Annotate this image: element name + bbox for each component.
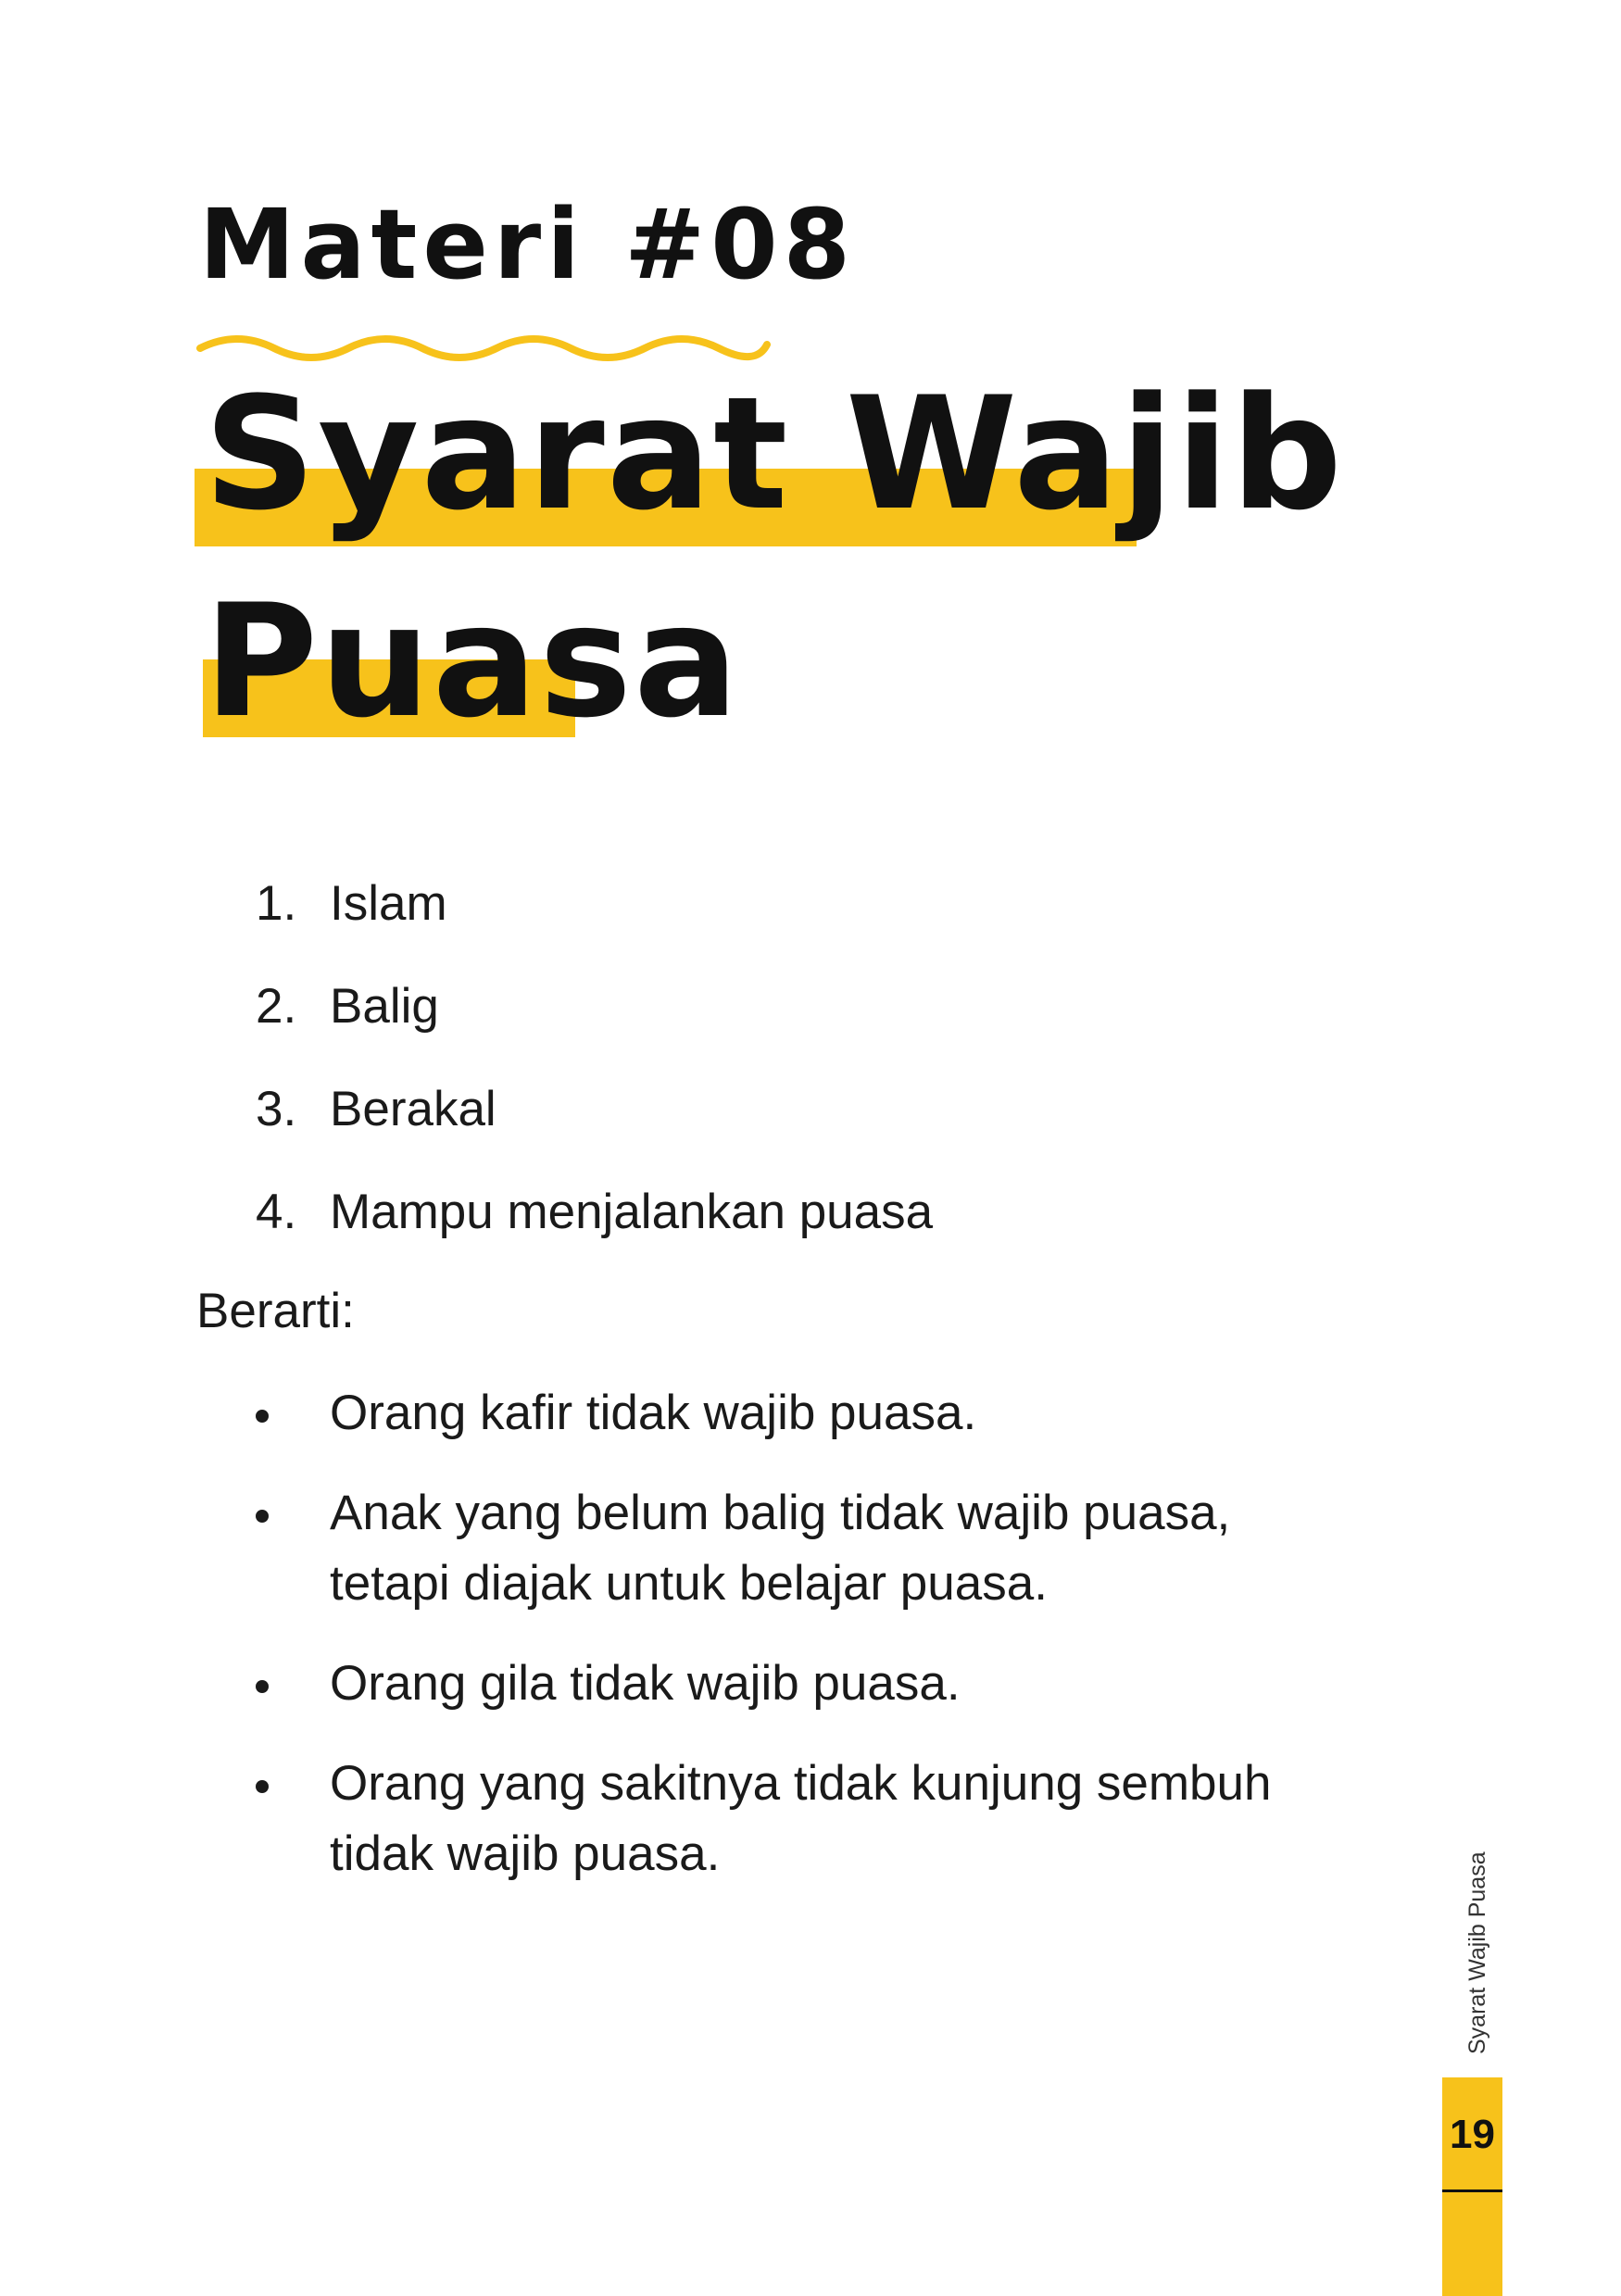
chapter-kicker: Materi #08 [199, 188, 856, 301]
item-number: 4. [256, 1185, 297, 1239]
item-text: Anak yang belum balig tidak wajib puasa, tetapi diajak untuk belajar puasa. [330, 1486, 1231, 1611]
item-text: Islam [330, 876, 447, 931]
bullet-icon [256, 1780, 269, 1793]
bullet-icon [256, 1510, 269, 1523]
item-text: Orang kafir tidak wajib puasa. [330, 1386, 977, 1440]
meaning-item [196, 1478, 1363, 1619]
item-number: 2. [256, 979, 297, 1034]
page-number-rule [1442, 2189, 1502, 2192]
meaning-item [196, 1649, 1363, 1719]
item-number: 3. [256, 1082, 297, 1136]
page-title-line-2: Puasa [204, 571, 741, 752]
running-title: Syarat Wajib Puasa [1464, 1851, 1490, 2054]
content [196, 871, 1363, 1919]
page-tab [1442, 2077, 1502, 2296]
item-number: 1. [256, 876, 297, 931]
condition-item [196, 1179, 1363, 1282]
item-text: Berakal [330, 1082, 496, 1136]
bullet-icon [256, 1680, 269, 1693]
condition-item [196, 1076, 1363, 1179]
item-text: Orang yang sakitnya tidak kunjung sembuh tidak wajib puasa. [330, 1756, 1272, 1881]
page-title-line-1: Syarat Wajib [204, 363, 1345, 545]
item-text: Orang gila tidak wajib puasa. [330, 1656, 961, 1711]
condition-item [196, 871, 1363, 973]
meaning-item [196, 1749, 1363, 1889]
page-number: 19 [1450, 2112, 1495, 2157]
bullet-icon [256, 1410, 269, 1423]
condition-item [196, 973, 1363, 1076]
item-text: Balig [330, 979, 439, 1034]
wavy-underline [196, 330, 771, 367]
item-text: Mampu menjalankan puasa [330, 1185, 934, 1239]
meaning-label: Berarti: [196, 1284, 355, 1338]
meaning-item [196, 1378, 1363, 1449]
